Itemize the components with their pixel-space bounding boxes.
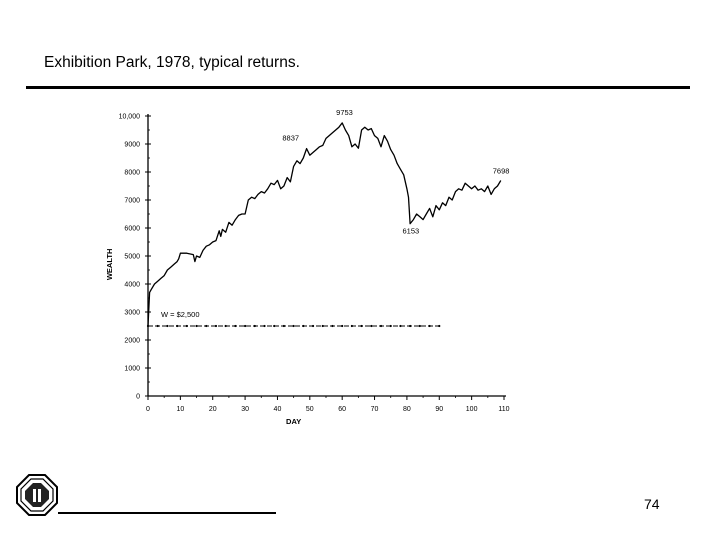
data-label: W = $2,500	[160, 310, 200, 319]
y-axis-label: WEALTH	[105, 248, 114, 281]
threshold-point	[157, 325, 159, 327]
threshold-point	[390, 325, 392, 327]
y-tick-label: 1000	[124, 365, 140, 373]
chart-annotations	[161, 108, 510, 319]
chart-axes	[148, 114, 506, 396]
threshold-point	[312, 325, 314, 327]
data-label: 6153	[402, 226, 420, 236]
threshold-point	[166, 325, 168, 327]
y-tick-label: 7000	[124, 197, 140, 205]
chart-series	[147, 123, 501, 327]
x-tick-label: 40	[273, 406, 282, 413]
threshold-point	[147, 325, 149, 327]
x-axis-label: DAY	[286, 417, 302, 426]
y-tick-label: 4000	[124, 281, 140, 289]
chart-ticks	[119, 114, 510, 414]
x-tick-label: 50	[305, 406, 314, 413]
x-tick-label: 80	[403, 406, 411, 413]
data-label: 8837	[282, 133, 300, 143]
x-tick-label: 90	[435, 406, 444, 413]
slide-title: Exhibition Park, 1978, typical returns.	[44, 54, 300, 71]
x-tick-label: 30	[241, 406, 249, 413]
x-tick-label: 70	[370, 406, 379, 413]
threshold-point	[302, 325, 304, 327]
threshold-point	[380, 325, 382, 327]
threshold-point	[428, 325, 430, 327]
x-tick-label: 60	[338, 406, 347, 413]
threshold-point	[205, 325, 207, 327]
data-label: 9753	[336, 107, 353, 117]
threshold-point	[195, 325, 197, 327]
threshold-point	[399, 325, 401, 327]
threshold-point	[186, 325, 188, 327]
threshold-point	[293, 325, 295, 327]
threshold-point	[370, 325, 372, 327]
threshold-point	[263, 325, 265, 327]
threshold-point	[283, 325, 285, 327]
threshold-point	[225, 325, 227, 327]
x-tick-label: 20	[208, 406, 217, 413]
y-tick-label: 5000	[124, 253, 140, 261]
y-tick-label: 2000	[124, 337, 140, 345]
threshold-point	[341, 325, 343, 327]
threshold-point	[351, 325, 353, 327]
threshold-point	[176, 325, 178, 327]
threshold-point	[361, 325, 363, 327]
threshold-point	[244, 325, 246, 327]
octagon-logo-icon	[16, 474, 58, 521]
threshold-point	[215, 325, 217, 327]
threshold-point	[234, 325, 236, 327]
data-label: 7698	[492, 166, 510, 176]
threshold-point	[419, 325, 421, 327]
y-tick-label: 10,000	[118, 113, 140, 121]
threshold-point	[322, 325, 324, 327]
threshold-point	[254, 325, 256, 327]
y-tick-label: 6000	[124, 225, 140, 233]
x-tick-label: 110	[498, 406, 510, 413]
x-tick-label: 10	[176, 406, 185, 413]
y-tick-label: 0	[136, 393, 140, 401]
threshold-point	[273, 325, 275, 327]
y-tick-label: 3000	[124, 309, 140, 317]
y-tick-label: 8000	[124, 169, 140, 177]
threshold-point	[331, 325, 333, 327]
y-tick-label: 9000	[124, 141, 140, 149]
footer-rule	[58, 512, 276, 514]
page-number: 74	[644, 496, 660, 512]
series-line-wealth	[148, 123, 501, 326]
x-tick-label: 0	[146, 406, 150, 413]
x-tick-label: 100	[465, 406, 478, 413]
threshold-point	[438, 325, 440, 327]
threshold-point	[409, 325, 411, 327]
